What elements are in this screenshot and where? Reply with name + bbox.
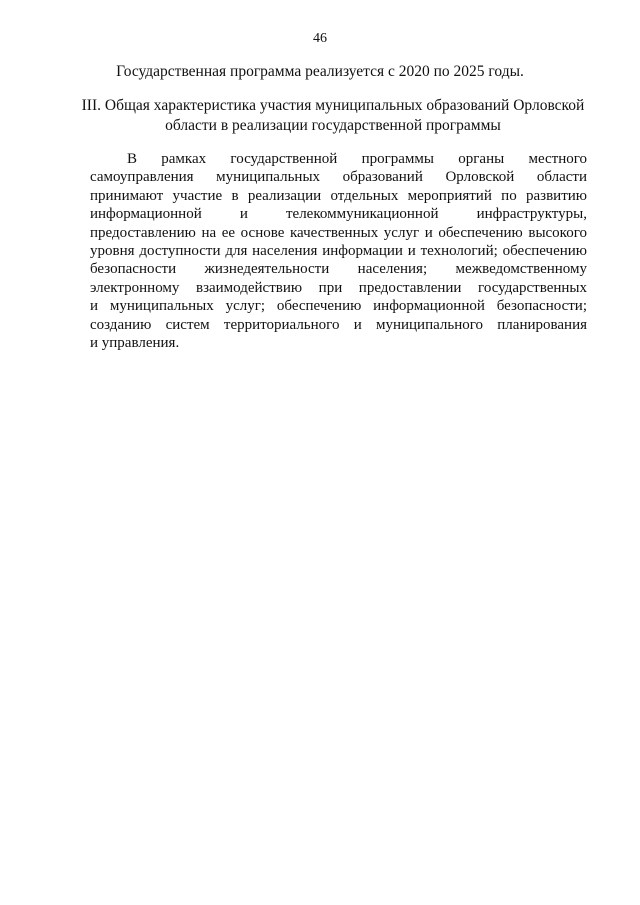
program-period-statement: Государственная программа реализуется с 2020 по 2025 годы. <box>116 63 524 80</box>
paragraph-line: и муниципальных услуг; обеспечению информационной безопасности; <box>90 298 587 315</box>
paragraph-line: электронному взаимодействию при предоставлении государственных <box>90 279 587 296</box>
paragraph-line: принимают участие в реализации отдельных мероприятий по развитию <box>90 187 587 204</box>
paragraph-line: уровня доступности для населения информации и технологий; обеспечению <box>90 243 587 260</box>
section-heading-line-2: области в реализации государственной программы <box>165 117 501 134</box>
paragraph-line: информационной и телекоммуникационной инфраструктуры, <box>90 206 587 223</box>
body-paragraph <box>90 150 587 352</box>
paragraph-line: созданию систем территориального и муниципального планирования <box>90 316 587 333</box>
paragraph-line: и управления. <box>90 335 180 352</box>
paragraph-line: безопасности жизнедеятельности населения; межведомственному <box>90 261 587 278</box>
paragraph-line: В рамках государственной программы органы местного <box>127 151 587 167</box>
paragraph-line: самоуправления муниципальных образований Орловской области <box>90 169 587 186</box>
page-number: 46 <box>313 31 327 46</box>
section-heading-line-1: III. Общая характеристика участия муниципальных образований Орловской <box>81 97 585 114</box>
paragraph-line: предоставлению на ее основе качественных услуг и обеспечению высокого <box>90 224 587 241</box>
section-heading <box>80 96 586 136</box>
